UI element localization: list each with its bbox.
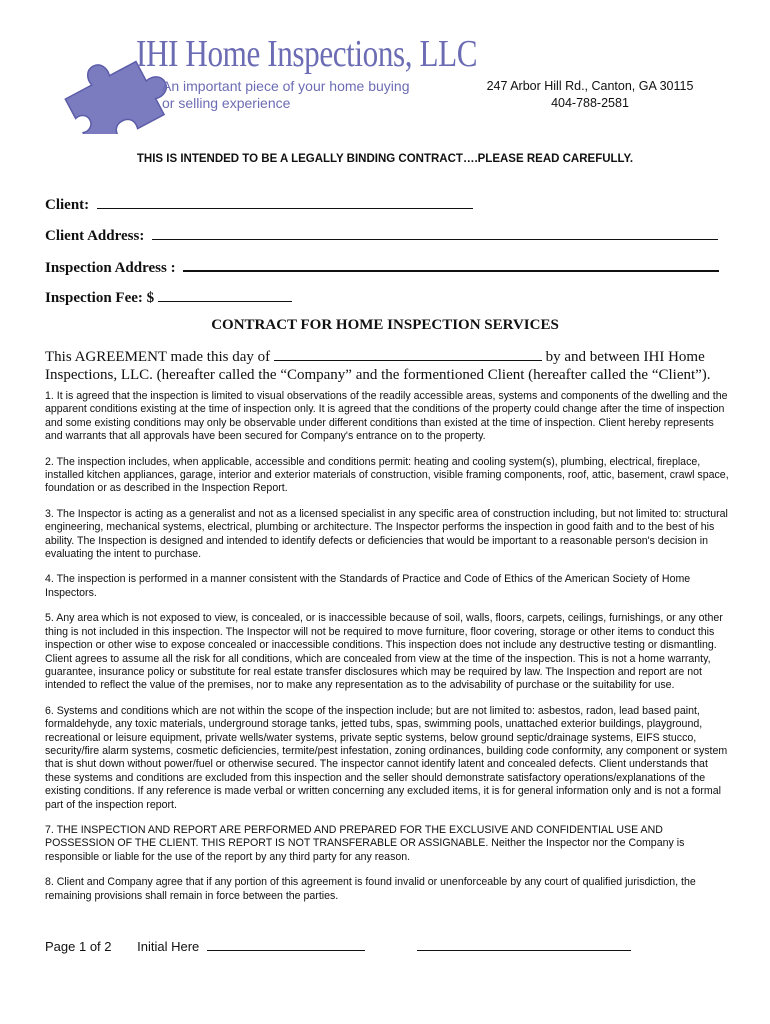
clause-8: 8. Client and Company agree that if any portion of this agreement is found invalid or unenforceable by any court of qualified jurisdiction, the remaining provisions shall remain in force between the parties. — [45, 876, 696, 902]
client-label: Client: — [45, 197, 90, 213]
inspection-fee-label: Inspection Fee: $ — [45, 290, 155, 306]
initial-label: Initial Here — [137, 939, 200, 954]
tagline-line-1: An important piece of your home buying — [162, 78, 410, 94]
page-number: Page 1 of 2 — [45, 939, 112, 954]
agreement-date-line[interactable] — [274, 347, 542, 361]
address-street: 247 Arbor Hill Rd., Canton, GA 30115 — [486, 79, 694, 93]
client-address-field — [45, 225, 718, 245]
client-field — [45, 194, 473, 214]
agreement-part-1: This AGREEMENT made this day of — [45, 349, 271, 365]
clause-2: 2. The inspection includes, when applicable, accessible and conditions permit: heating and cooling system(s), plumbing, electrical, fireplace, installed kitchen appliances, garage, interior and exterior materials of construction, visible framing components, roof, attic, basement, crawl space, foundation or as described in the Inspection Report. — [45, 455, 729, 495]
inspection-address-input-line[interactable] — [183, 256, 719, 272]
agreement-part-2: by and between IHI Home Inspections, LLC. (hereafter called the “Company” and the formentioned Client (hereafter called the “Client”). — [45, 349, 711, 383]
initial-input-line[interactable] — [207, 938, 365, 951]
company-address — [480, 78, 700, 112]
contract-clauses — [45, 390, 730, 915]
address-phone: 404-788-2581 — [551, 96, 629, 110]
clause-1: 1. It is agreed that the inspection is limited to visual observations of the readily accessible areas, systems and components of the dwelling and the apparent conditions existing at the time of inspection only. It is agreed that the conditions of the property could change after the time of inspection and some existing conditions may only be observable under different conditions than existed at the time of inspection. Client hereby represents and warrants that all approvals have been secured for Company's entrance on to the property. — [45, 390, 728, 443]
tagline-line-2: or selling experience — [162, 95, 291, 111]
inspection-fee-input-line[interactable] — [158, 287, 292, 302]
legal-notice: THIS IS INTENDED TO BE A LEGALLY BINDING CONTRACT….PLEASE READ CAREFULLY. — [136, 153, 634, 165]
clause-3: 3. The Inspector is acting as a generalist and not as a licensed specialist in any specific area of construction including, but not limited to: structural engineering, mechanical systems, electrical, plumbing or architecture. The Inspector performs the inspection in good faith and to the best of his ability. The Inspection is designed and intended to identify defects or deficiencies that would be important to a reasonable person's decision in evaluating the intent to purchase. — [45, 507, 728, 561]
company-name: IHI Home Inspections, LLC — [136, 33, 478, 75]
client-address-label: Client Address: — [45, 228, 145, 244]
client-address-input-line[interactable] — [152, 225, 718, 240]
agreement-paragraph — [45, 347, 725, 384]
signature-input-line[interactable] — [417, 938, 631, 951]
contract-title: CONTRACT FOR HOME INSPECTION SERVICES — [211, 317, 559, 333]
inspection-address-field — [45, 256, 719, 277]
inspection-address-label: Inspection Address : — [45, 260, 176, 276]
clause-5: 5. Any area which is not exposed to view, is concealed, or is inaccessible because of soil, walls, floors, carpets, ceilings, furnishings, or any other thing is not included in this inspection. The Inspector will not be required to move furniture, floor covering, storage or other items to conduct this inspection or other wise to expose concealed or inaccessible conditions. This inspection does not include any destructive testing or dismantling. Client agrees to assume all the risk for all conditions, which are concealed from view at the time of the inspection. This is not a home warranty, guarantee, insurance policy or substitute for real estate transfer disclosures which may be required by law. The Inspection and report are not intended to reflect the value of the premises, nor to make any representation as to the advisability of purchase or the suitability for use. — [45, 612, 723, 692]
page-footer — [45, 938, 631, 954]
inspection-fee-field — [45, 287, 292, 307]
clause-6: 6. Systems and conditions which are not within the scope of the inspection include; but are not limited to: asbestos, radon, lead based paint, formaldehyde, any toxic materials, underground storage tanks, jetted tubs, spas, swimming pools, unattached exterior buildings, playground, recreational or leisure equipment, private wells/water systems, private septic systems, below ground septic/drainage systems, EIFS stucco, security/fire alarm systems, cosmetic deficiencies, termite/pest infestation, zoning ordinances, building code conformity, any component or system that is shut down without power/fuel or otherwise secured. The inspector cannot identify latent and concealed defects. Client understands that these systems and conditions are excluded from this inspection and the seller should demonstrate satisfactory operations/explanations of the existing conditions. If any reference is made verbal or written concerning any excluded items, it is for general information only and is not a formal part of the inspection report. — [45, 704, 728, 811]
company-logo — [62, 30, 478, 140]
clause-4: 4. The inspection is performed in a manner consistent with the Standards of Practice and Code of Ethics of the American Society of Home Inspectors. — [45, 573, 691, 599]
client-input-line[interactable] — [97, 194, 473, 209]
clause-7: 7. THE INSPECTION AND REPORT ARE PERFORMED AND PREPARED FOR THE EXCLUSIVE AND CONFIDENTIAL USE AND POSSESSION OF THE CLIENT. THIS REPORT IS NOT TRANSFERABLE OR ASSIGNABLE. Neither the Inspector nor the Company is responsible or liable for the use of the report by any third party for any reason. — [45, 823, 685, 863]
